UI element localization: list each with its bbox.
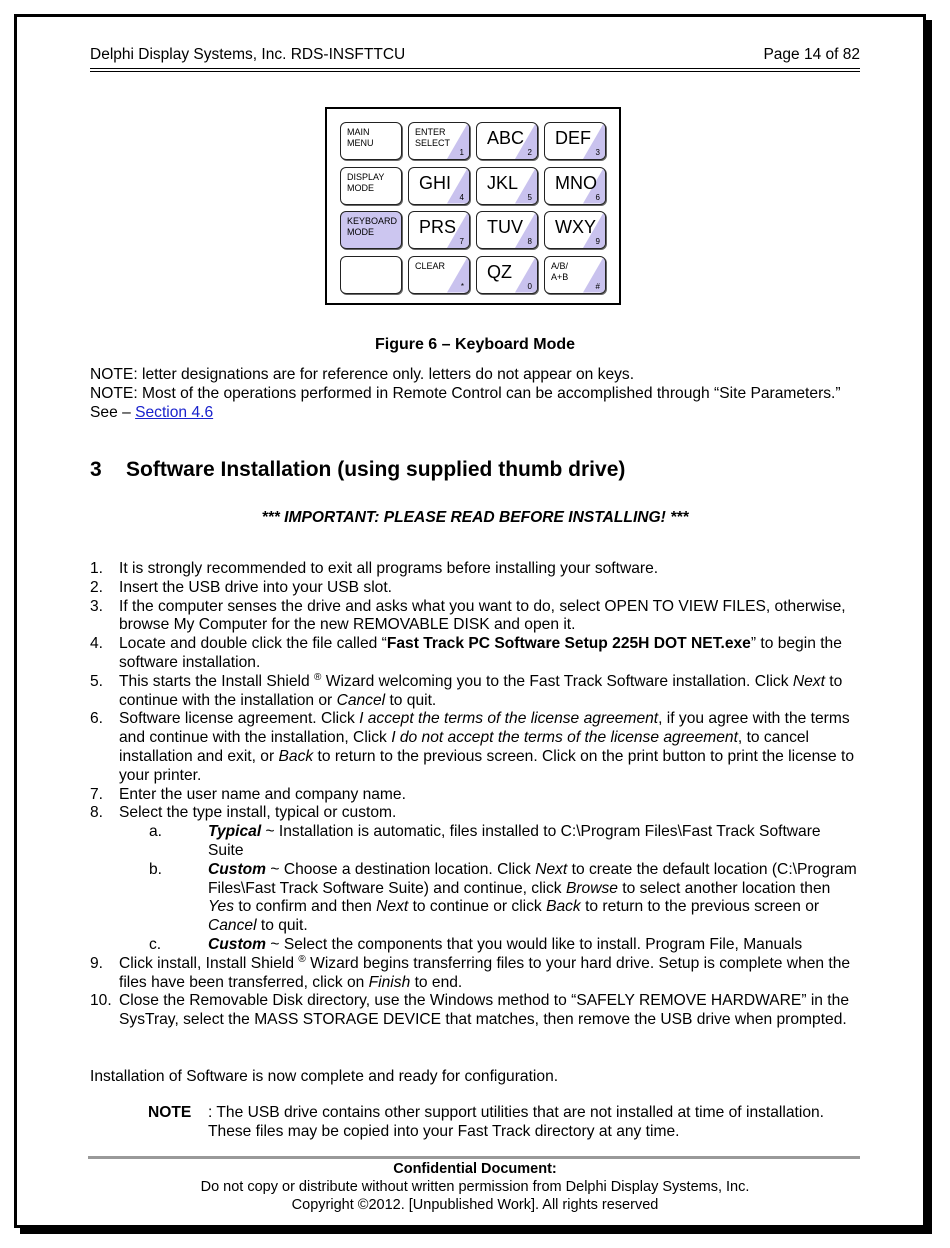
key-keyboard-mode xyxy=(340,211,402,249)
list-item: 2. Insert the USB drive into your USB slot. xyxy=(90,578,393,596)
note-letters: NOTE: letter designations are for reference only. letters do not appear on keys. xyxy=(90,366,635,383)
list-item: 5. This starts the Install Shield ® Wizard welcoming you to the Fast Track Software installation. Click Next to continue with the installation or Cancel to quit. xyxy=(90,671,843,709)
key-tuv xyxy=(476,211,538,249)
page-number: Page 14 of 82 xyxy=(763,46,860,63)
sub-item-custom-components: c. Custom ~ Select the components that you would like to install. Program File, Manuals xyxy=(149,935,803,953)
sub-item-typical: a. Typical ~ Installation is automatic, files installed to C:\Program Files\Fast Track Software Suite xyxy=(149,823,821,859)
key-label: DEF xyxy=(555,128,591,148)
figure-caption: Figure 6 – Keyboard Mode xyxy=(374,336,576,353)
key-label: QZ xyxy=(487,261,512,282)
key-number: 2 xyxy=(527,148,532,157)
key-number: 5 xyxy=(527,192,532,202)
key-number: 0 xyxy=(527,281,532,291)
key-enter-select xyxy=(408,122,470,160)
list-item: 3. If the computer senses the drive and asks what you want to do, select OPEN TO VIEW FILES, otherwise, browse My Computer for the new REMOVABLE DISK and open it. xyxy=(90,597,846,634)
key-label: PRS xyxy=(419,217,457,237)
key-number: 9 xyxy=(595,237,600,246)
key-def xyxy=(544,122,606,160)
key-label: DISPLAY MODE xyxy=(347,171,385,193)
key-number: 1 xyxy=(459,148,464,157)
note-label: NOTE xyxy=(148,1104,192,1121)
page-header xyxy=(90,46,860,69)
key-number: 6 xyxy=(595,192,600,202)
key-corner-shade xyxy=(583,256,605,293)
key-a-b-a-b xyxy=(544,256,606,294)
key-label: MNO xyxy=(555,172,597,193)
sub-item-custom-location: b. Custom ~ Choose a destination location. Click Next to create the default location (C:\Program Files\Fast Track Software Suite) and continue, click Browse to select another location then Yes to confirm and then Next to continue or click Back to return to the previous screen or Cancel to quit. xyxy=(149,860,857,935)
header-company: Delphi Display Systems, Inc. RDS-INSFTTCU xyxy=(90,46,406,63)
key-clear xyxy=(408,256,470,294)
key-label: GHI xyxy=(419,172,452,193)
page-footer xyxy=(0,1160,950,1214)
key-number: 3 xyxy=(595,148,600,157)
section-title: Software Installation (using supplied thumb drive) xyxy=(126,458,626,481)
key-blank xyxy=(340,256,402,294)
key-qz xyxy=(476,256,538,294)
key-ghi xyxy=(408,167,470,205)
key-number: 7 xyxy=(459,237,464,246)
key-corner-shade xyxy=(515,167,537,204)
usb-note xyxy=(148,1103,860,1141)
list-item: 4. Locate and double click the file called “Fast Track PC Software Setup 225H DOT NET.exe” to begin the software installation. xyxy=(90,635,842,671)
key-label: A/B/ A+B xyxy=(551,260,569,282)
key-display-mode xyxy=(340,167,402,205)
footer-notice: Do not copy or distribute without written permission from Delphi Display Systems, Inc. xyxy=(200,1179,750,1195)
key-number: * xyxy=(460,281,464,291)
list-item: 10. Close the Removable Disk directory, use the Windows method to “SAFELY REMOVE HARDWARE” in the SysTray, select the MASS STORAGE DEVICE that matches, then remove the USB drive when prompted. xyxy=(90,992,849,1029)
key-corner-shade xyxy=(515,256,537,293)
section-link[interactable]: Section 4.6 xyxy=(135,404,214,421)
key-jkl xyxy=(476,167,538,205)
key-label: ABC xyxy=(487,128,525,148)
footer-divider xyxy=(88,1156,860,1159)
key-main-menu xyxy=(340,122,402,160)
completion-text: Installation of Software is now complete and ready for configuration. xyxy=(90,1068,559,1085)
note-text: NOTE: Most of the operations performed in Remote Control can be accomplished through “Site Parameters.” See – xyxy=(90,385,841,421)
key-corner-shade xyxy=(447,256,469,293)
key-label: WXY xyxy=(555,217,597,237)
key-mno xyxy=(544,167,606,205)
key-corner-shade xyxy=(447,122,469,159)
key-abc xyxy=(476,122,538,160)
footer-confidential: Confidential Document: xyxy=(393,1161,557,1177)
install-steps xyxy=(90,560,858,1030)
note-remote-control xyxy=(90,384,850,422)
key-label: MAIN MENU xyxy=(347,127,374,148)
key-label: TUV xyxy=(487,217,523,237)
keypad-figure xyxy=(325,107,621,305)
list-item: 9. Click install, Install Shield ® Wizard begins transferring files to your hard drive. Setup is complete when the files have been transferred, click on Finish to end. xyxy=(90,953,851,991)
key-label: CLEAR xyxy=(415,260,446,271)
key-label: JKL xyxy=(487,172,519,193)
key-label: ENTER SELECT xyxy=(415,127,451,148)
list-item: 1. It is strongly recommended to exit all programs before installing your software. xyxy=(90,560,659,577)
note-body: : The USB drive contains other support utilities that are not installed at time of installation. These files may be copied into your Fast Track directory at any time. xyxy=(208,1104,824,1140)
key-number: 8 xyxy=(527,237,532,246)
key-number: 4 xyxy=(459,192,464,202)
list-item: 8. Select the type install, typical or custom. a. Typical ~ Installation is automatic, files installed to C:\Program Files\Fast Track Software Suite b. Custom ~ Choose a destination location. Click Next to create the default location (C:\Program Files\Fast Track Software Suite) and continue, click Browse to select another location then Yes to confirm and then Next to continue or click Back to return to the previous screen or Cancel to quit. c. Custom ~ Select the components that you would like to install. Program File, Manuals xyxy=(90,804,857,953)
important-notice: *** IMPORTANT: PLEASE READ BEFORE INSTALLING! *** xyxy=(261,509,689,526)
key-prs xyxy=(408,211,470,249)
key-number: # xyxy=(595,281,600,291)
section-heading xyxy=(90,458,625,482)
install-type-list xyxy=(90,823,858,955)
list-item: 6. Software license agreement. Click I accept the terms of the license agreement, if you agree with the terms and continue with the installation, Click I do not accept the terms of the license agreement, to cancel installation and exit, or Back to return to the previous screen. Click on the print button to print the license to your printer. xyxy=(90,710,855,784)
list-item: 7. Enter the user name and company name. xyxy=(90,785,406,803)
key-label: KEYBOARD MODE xyxy=(347,216,398,237)
section-number: 3 xyxy=(90,458,102,481)
footer-copyright: Copyright ©2012. [Unpublished Work]. All rights reserved xyxy=(291,1197,659,1213)
key-wxy xyxy=(544,211,606,249)
